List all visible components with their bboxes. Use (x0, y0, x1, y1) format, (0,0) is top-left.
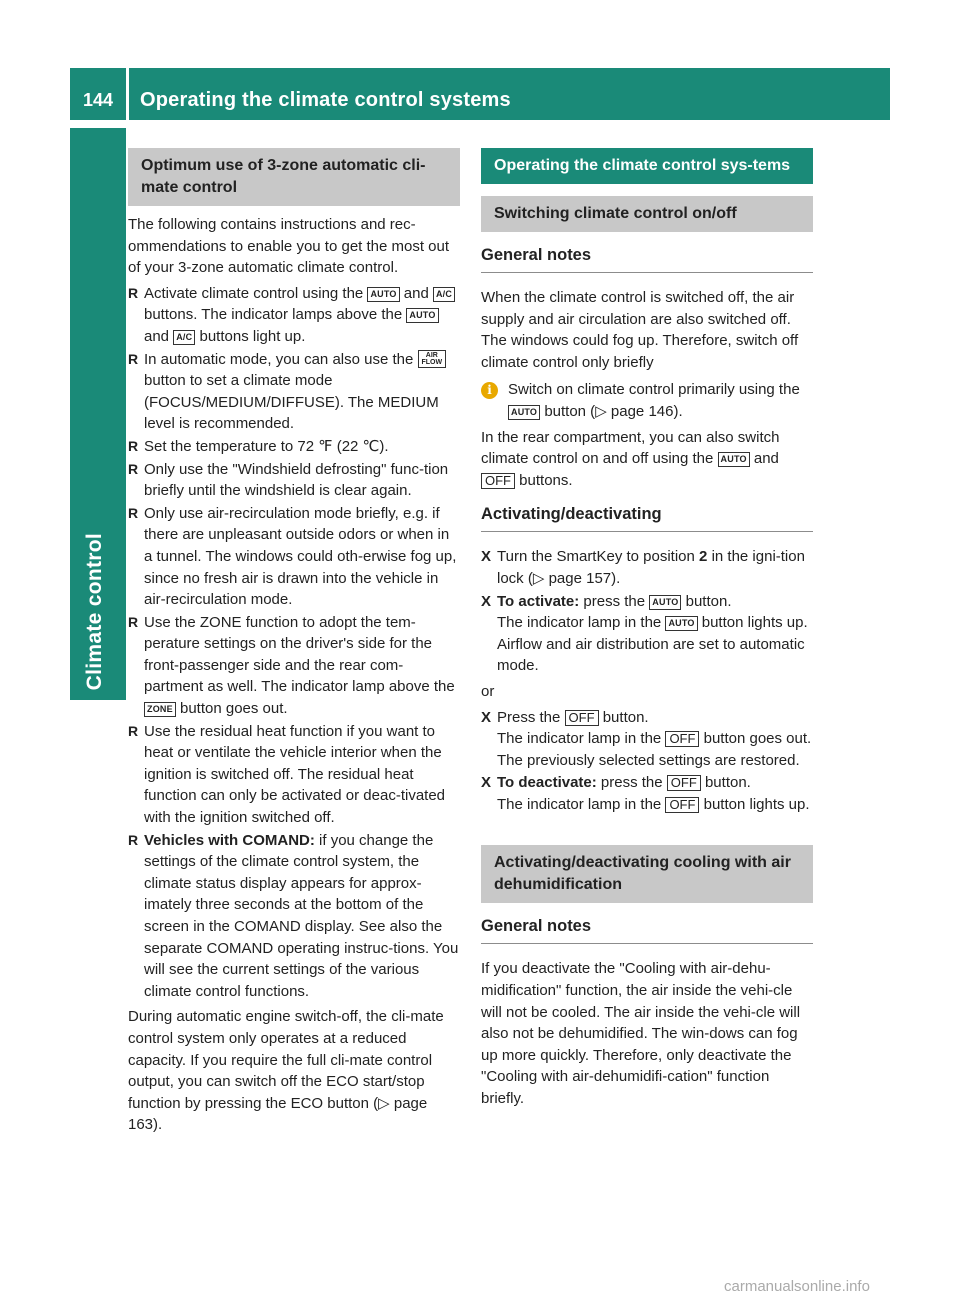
page-ref-link[interactable]: page 157). (548, 569, 621, 587)
page-number: 144 (82, 90, 114, 110)
chapter-tab (70, 128, 126, 700)
step-list (481, 707, 813, 816)
section-heading-cooling: Activating/deactivating cooling with air dehumidification (481, 845, 813, 903)
left-column (128, 148, 460, 1140)
list-item: R Use the ZONE function to adopt the tem-perature settings on the driver's side for the front-passenger side and the rear com-partment as well. The indicator lamp above the ZONE button goes out. (128, 613, 455, 718)
bullet-icon: R (128, 284, 139, 301)
step-arrow-icon: X (481, 774, 492, 792)
step-arrow-icon: X (481, 592, 492, 610)
step-list (481, 546, 813, 677)
recommendation-list (128, 283, 460, 1003)
ac-button-icon: A/C (433, 287, 455, 302)
auto-button-icon: AUTO (367, 287, 399, 302)
ac-button-icon: A/C (173, 330, 195, 345)
list-item: R In automatic mode, you can also use the AIR FLOW button to set a climate mode (FOCUS/MEDIUM/DIFFUSE). The MEDIUM level is recommended. (128, 349, 460, 435)
bullet-icon: R (128, 831, 139, 848)
bullet-icon: R (128, 350, 139, 367)
subheading-general-notes: General notes (481, 915, 813, 944)
list-item: R Set the temperature to 72 ℉ (22 ℃). (128, 436, 460, 458)
intro-paragraph: The following contains instructions and rec-ommendations to enable you to get the most out of your 3-zone automatic climate control. (128, 216, 450, 277)
airflow-button-icon: AIR FLOW (418, 350, 447, 368)
or-text: or (481, 682, 495, 700)
bullet-icon: R (128, 460, 139, 477)
auto-button-icon: AUTO (665, 616, 697, 631)
auto-button-icon: AUTO (508, 405, 540, 420)
auto-button-icon: AUTO (406, 308, 438, 323)
paragraph: When the climate control is switched off, the air supply and air circulation are also switched off. The windows could fog up. Therefore, switch off climate control only briefly (481, 289, 799, 371)
page-title: Operating the climate control systems (140, 89, 511, 111)
list-item: R Only use the "Windshield defrosting" func-tion briefly until the windshield is clear again. (128, 460, 449, 500)
list-item: X Press the OFF button. The indicator lamp in the OFF button goes out. The previously selected settings are restored. (481, 708, 812, 769)
off-button-icon: OFF (565, 710, 599, 726)
bullet-icon: R (128, 504, 139, 521)
list-item: R Use the residual heat function if you want to heat or ventilate the vehicle interior when the ignition is switched off. The residual heat function can only be activated or deac-tivated with the ignition switched off. (128, 722, 446, 827)
page-ref-icon: ▷ (595, 402, 607, 420)
list-item: R Only use air-recirculation mode briefly, e.g. if there are unpleasant outside odors or when in a tunnel. The windows could oth-erwise fog up, since no fresh air is drawn into the vehicle in air-recirculation mode. (128, 504, 457, 609)
page-ref-link[interactable]: page 146). (610, 402, 683, 420)
bullet-icon: R (128, 613, 139, 630)
list-item: R Activate climate control using the AUTO and A/C buttons. The indicator lamps above the AUTO and A/C buttons light up. (128, 283, 460, 348)
bullet-icon: R (128, 437, 139, 454)
paragraph: In the rear compartment, you can also switch climate control on and off using the AUTO and OFF buttons. (481, 428, 780, 489)
step-arrow-icon: X (481, 548, 492, 566)
off-button-icon: OFF (665, 797, 699, 813)
header-divider (126, 68, 129, 120)
off-button-icon: OFF (481, 473, 515, 489)
list-item: X To deactivate: press the OFF button. The indicator lamp in the OFF button lights up. (481, 774, 810, 813)
page-header (70, 68, 890, 120)
section-heading-optimum-use: Optimum use of 3-zone automatic cli-mate control (128, 148, 460, 206)
info-note: i Switch on climate control primarily using the AUTO button (▷ page 146). (481, 379, 813, 422)
subheading-general-notes: General notes (481, 244, 813, 273)
list-item: R Vehicles with COMAND: if you change the settings of the climate control system, the climate status display appears for approx-imately three seconds at the bottom of the screen in the COMAND display. See also the separate COMAND operating instruc-tions. You will see the current settings of the various climate control functions. (128, 831, 459, 1000)
watermark: carmanualsonline.info (724, 1278, 870, 1295)
list-item: X To activate: press the AUTO button. The indicator lamp in the AUTO button lights up. Airflow and air distribution are set to automatic mode. (481, 592, 808, 675)
section-heading-operating: Operating the climate control sys-tems (481, 148, 813, 184)
page-ref-icon: ▷ (532, 569, 545, 587)
zone-button-icon: ZONE (144, 702, 176, 717)
paragraph: If you deactivate the "Cooling with air-dehu-midification" function, the air inside the vehi-cle will not be cooled. The air inside the vehi-cle will also not be dehumidified. The win-dows can fog up more quickly. Therefore, only deactivate the "Cooling with air-dehumidifi-cation" function briefly. (481, 960, 801, 1108)
section-heading-switching: Switching climate control on/off (481, 196, 813, 232)
off-button-icon: OFF (665, 731, 699, 747)
chapter-tab-label: Climate control (83, 532, 106, 690)
page-ref-icon: ▷ (378, 1094, 390, 1112)
auto-button-icon: AUTO (718, 452, 750, 467)
list-item: X Turn the SmartKey to position 2 in the igni-tion lock (▷ page 157). (481, 548, 805, 587)
subheading-activating: Activating/deactivating (481, 503, 813, 532)
info-icon: i (481, 382, 498, 399)
step-arrow-icon: X (481, 708, 492, 726)
outro-paragraph: During automatic engine switch-off, the cli-mate control system only operates at a reduced capacity. If you require the full cli-mate control output, you can switch off the ECO start/stop function by pressing the ECO button (▷ page 163). (128, 1008, 444, 1134)
off-button-icon: OFF (667, 775, 701, 791)
page-ref-link[interactable]: page 163). (128, 1094, 428, 1134)
auto-button-icon: AUTO (649, 595, 681, 610)
right-column (481, 148, 813, 1114)
bullet-icon: R (128, 722, 139, 739)
